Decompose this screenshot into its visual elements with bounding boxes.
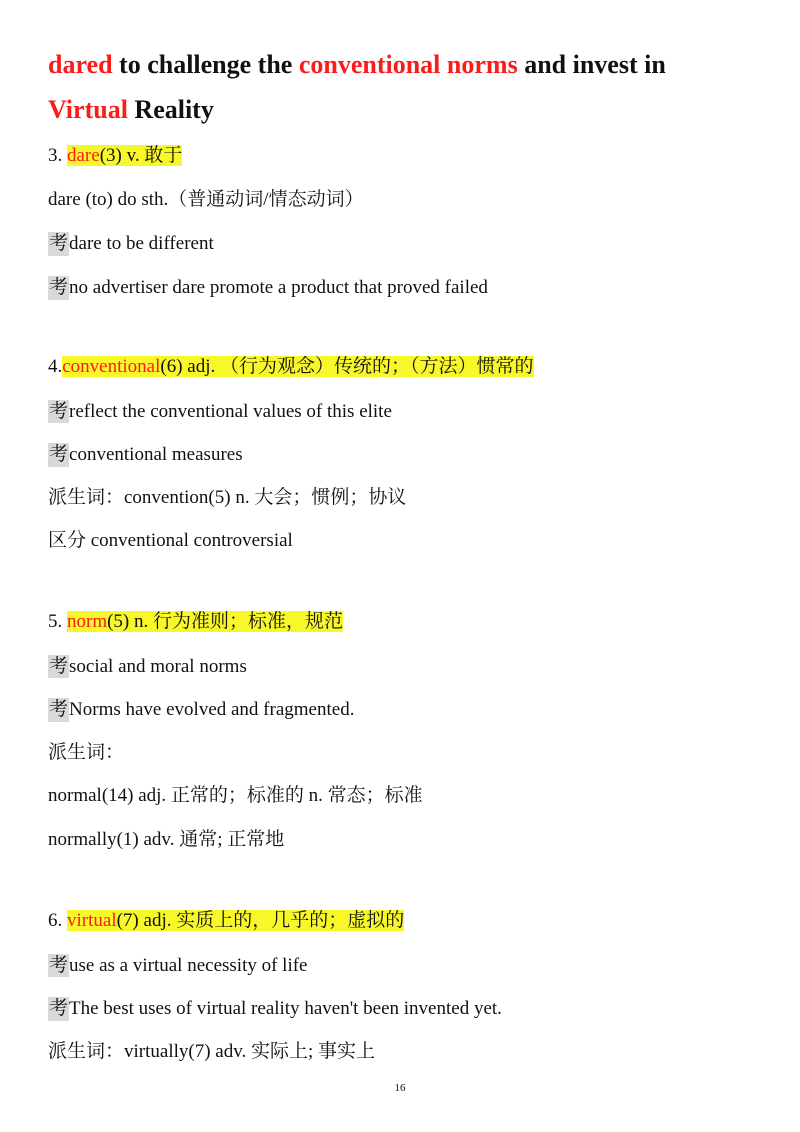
line-text: 区分 conventional controversial [48, 530, 293, 552]
heading-line-2 [48, 97, 214, 123]
note-line [48, 742, 124, 765]
vocab-entry-heading [48, 611, 343, 634]
entry-number: 3. [48, 145, 67, 166]
exam-example-line [48, 698, 354, 722]
heading-keyword: Virtual [48, 95, 128, 124]
exam-marker: 考 [49, 698, 69, 721]
heading-line-1 [48, 52, 666, 78]
line-text: 派生词：virtually(7) adv. 实际上; 事实上 [48, 1040, 376, 1062]
exam-marker: 考 [49, 997, 69, 1020]
exam-marker: 考 [49, 953, 69, 976]
entry-word: virtual [67, 910, 117, 931]
heading-text: and invest in [517, 50, 666, 79]
entry-definition: (3) v. 敢于 [99, 145, 183, 166]
exam-example-line [48, 232, 214, 256]
entry-number: 5. [48, 611, 67, 632]
line-text: normally(1) adv. 通常; 正常地 [48, 829, 285, 850]
line-text: 派生词：convention(5) n. 大会；惯例；协议 [48, 486, 407, 508]
heading-keyword: conventional norms [298, 50, 518, 79]
note-line [48, 530, 293, 553]
vocab-entry-heading [48, 356, 534, 379]
note-line [48, 487, 406, 510]
exam-marker: 考 [49, 654, 69, 677]
line-text: no advertiser dare promote a product that proved failed [69, 276, 488, 298]
entry-word: norm [67, 611, 108, 632]
exam-marker: 考 [49, 232, 69, 255]
exam-marker: 考 [49, 443, 69, 466]
exam-example-line [48, 997, 502, 1021]
note-line [48, 829, 284, 852]
vocab-entry-heading [48, 910, 404, 933]
entry-number: 4. [48, 356, 63, 377]
line-text: dare (to) do sth.（普通动词/情态动词） [48, 188, 364, 210]
exam-example-line [48, 954, 308, 978]
exam-example-line [48, 400, 392, 424]
line-text: reflect the conventional values of this elite [69, 400, 392, 422]
line-text: use as a virtual necessity of life [69, 954, 308, 976]
line-text: dare to be different [69, 233, 214, 255]
heading-keyword: dared [48, 50, 113, 79]
entry-number: 6. [48, 910, 67, 931]
exam-example-line [48, 655, 247, 679]
line-text: 派生词： [48, 741, 125, 763]
line-text: social and moral norms [69, 655, 247, 677]
note-line [48, 1041, 375, 1064]
note-line [48, 189, 364, 212]
line-text: conventional measures [69, 444, 243, 466]
page-number: 16 [394, 1082, 406, 1094]
entry-word: dare [67, 145, 100, 166]
entry-word: conventional [62, 356, 161, 377]
entry-definition: (6) adj. （行为观念）传统的；（方法）惯常的 [160, 356, 534, 377]
vocab-entry-heading [48, 145, 182, 168]
line-text: normal(14) adj. 正常的；标准的 n. 常态；标准 [48, 785, 423, 807]
heading-text: Reality [127, 95, 214, 124]
exam-marker: 考 [49, 275, 69, 298]
exam-example-line [48, 276, 488, 300]
line-text: The best uses of virtual reality haven't been invented yet. [69, 998, 502, 1020]
note-line [48, 785, 423, 808]
entry-definition: (5) n. 行为准则；标准，规范 [107, 611, 344, 632]
exam-example-line [48, 443, 243, 467]
heading-text: to challenge the [112, 50, 299, 79]
line-text: Norms have evolved and fragmented. [69, 699, 355, 721]
exam-marker: 考 [49, 399, 69, 422]
entry-definition: (7) adj. 实质上的，几乎的；虚拟的 [116, 910, 405, 931]
